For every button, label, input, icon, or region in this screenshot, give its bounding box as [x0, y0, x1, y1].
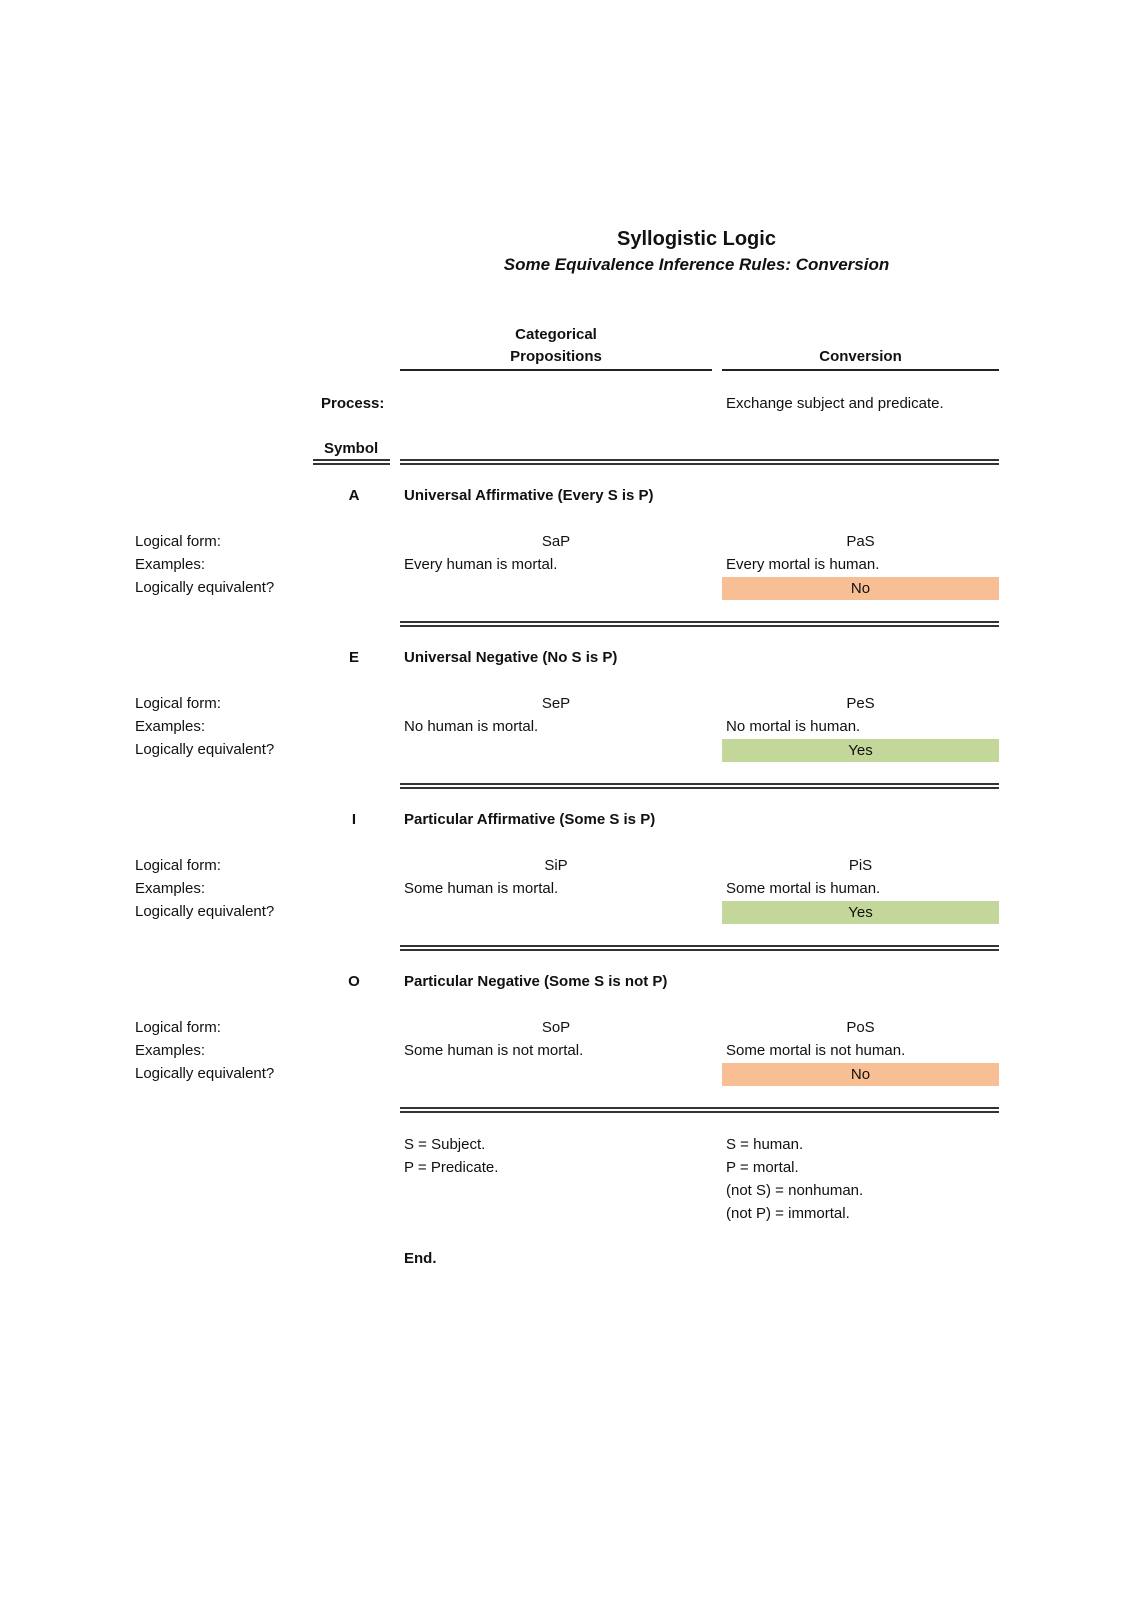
end-marker: End. — [404, 1250, 437, 1267]
legend-left-item: P = Predicate. — [404, 1159, 499, 1176]
logical-form: SaP — [541, 533, 571, 550]
page-subtitle: Some Equivalence Inference Rules: Conversion — [503, 255, 890, 274]
symbol-i: I — [351, 811, 357, 828]
logical-form: SiP — [544, 857, 568, 874]
legend-right-item: (not P) = immortal. — [726, 1205, 850, 1222]
example: Some human is not mortal. — [404, 1042, 584, 1059]
section-rule — [400, 459, 999, 465]
proposition-name: Particular Negative (Some S is not P) — [404, 973, 668, 990]
examples-label: Examples: — [135, 718, 206, 735]
symbol-a: A — [348, 487, 360, 504]
legend-right-item: (not S) = nonhuman. — [726, 1182, 864, 1199]
legend-left-item: S = Subject. — [404, 1136, 486, 1153]
section-rule — [400, 945, 999, 951]
logical-form-label: Logical form: — [135, 695, 221, 712]
equivalence-badge: Yes — [722, 739, 999, 762]
symbol-rule — [313, 459, 390, 465]
proposition-name: Particular Affirmative (Some S is P) — [404, 811, 656, 828]
converse-example: Some mortal is human. — [726, 880, 881, 897]
logical-form: SeP — [541, 695, 571, 712]
equivalent-label: Logically equivalent? — [135, 1065, 275, 1082]
legend-right-item: P = mortal. — [726, 1159, 799, 1176]
section-rule — [400, 783, 999, 789]
converse-example: No mortal is human. — [726, 718, 861, 735]
converse-form: PoS — [846, 1019, 875, 1036]
examples-label: Examples: — [135, 880, 206, 897]
symbol-label: Symbol — [324, 440, 379, 457]
page-title: Syllogistic Logic — [617, 228, 776, 250]
converse-example: Every mortal is human. — [726, 556, 880, 573]
equivalence-badge: No — [722, 577, 999, 600]
header-underline-left — [400, 369, 712, 371]
legend-right-item: S = human. — [726, 1136, 804, 1153]
column-header-propositions-line2: Propositions — [510, 348, 602, 365]
converse-form: PiS — [848, 857, 873, 874]
symbol-o: O — [348, 973, 360, 990]
converse-form: PeS — [846, 695, 875, 712]
proposition-name: Universal Affirmative (Every S is P) — [404, 487, 654, 504]
header-underline-right — [722, 369, 999, 371]
column-header-conversion: Conversion — [819, 348, 902, 365]
converse-example: Some mortal is not human. — [726, 1042, 906, 1059]
converse-form: PaS — [846, 533, 875, 550]
examples-label: Examples: — [135, 1042, 206, 1059]
section-rule — [400, 621, 999, 627]
example: Every human is mortal. — [404, 556, 558, 573]
logical-form-label: Logical form: — [135, 857, 221, 874]
logical-form: SoP — [541, 1019, 571, 1036]
equivalent-label: Logically equivalent? — [135, 579, 275, 596]
example: Some human is mortal. — [404, 880, 559, 897]
section-rule — [400, 1107, 999, 1113]
examples-label: Examples: — [135, 556, 206, 573]
process-label: Process: — [321, 395, 385, 412]
process-value: Exchange subject and predicate. — [726, 395, 944, 412]
equivalence-badge: No — [722, 1063, 999, 1086]
proposition-name: Universal Negative (No S is P) — [404, 649, 618, 666]
equivalent-label: Logically equivalent? — [135, 741, 275, 758]
symbol-e: E — [348, 649, 359, 666]
logical-form-label: Logical form: — [135, 533, 221, 550]
logical-form-label: Logical form: — [135, 1019, 221, 1036]
column-header-propositions-line1: Categorical — [515, 326, 597, 343]
equivalence-badge: Yes — [722, 901, 999, 924]
example: No human is mortal. — [404, 718, 539, 735]
equivalent-label: Logically equivalent? — [135, 903, 275, 920]
